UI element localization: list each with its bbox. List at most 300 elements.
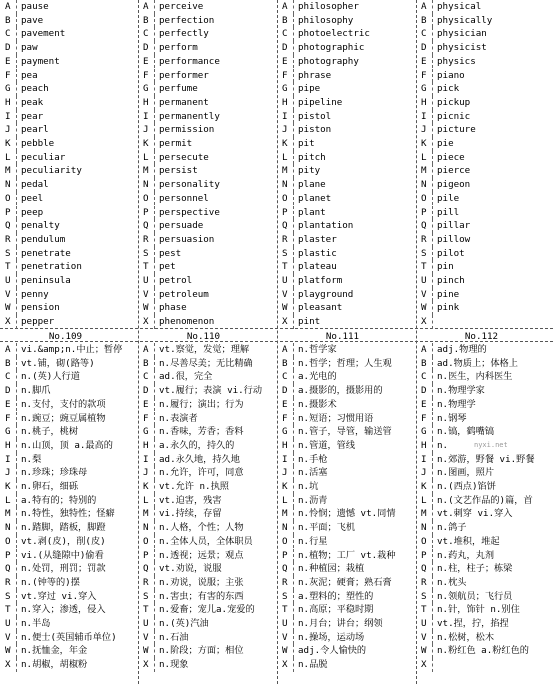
entry-letter: V — [5, 631, 11, 643]
letter-divider — [16, 82, 17, 96]
word-entry — [3, 123, 137, 137]
entry-letter: K — [282, 138, 288, 149]
word-entry — [141, 315, 275, 329]
word-entry — [280, 233, 414, 247]
definition-text: vt.迫害，残害 — [159, 494, 222, 506]
word-text: petrol — [159, 275, 193, 286]
definition-text: n.高原；平稳时期 — [298, 604, 374, 616]
entry-letter: H — [143, 439, 149, 451]
definition-text: n.短语；习惯用语 — [298, 412, 374, 424]
letter-divider — [432, 0, 433, 14]
letter-divider — [293, 480, 294, 494]
word-entry — [280, 219, 414, 233]
word-entry — [141, 247, 275, 261]
entry-letter: H — [421, 439, 427, 451]
word-text: permanently — [159, 110, 220, 122]
definition-text: n.山顶，顶 a.最高的 — [21, 439, 113, 451]
definition-entry — [141, 507, 275, 521]
definition-entry — [141, 521, 275, 535]
entry-letter: F — [282, 412, 288, 424]
definition-text: ad.物质上；体格上 — [437, 357, 518, 369]
entry-letter: T — [421, 604, 427, 616]
definition-entry — [280, 466, 414, 480]
entry-letter: W — [282, 302, 288, 314]
word-text: pavement — [21, 28, 66, 40]
entry-letter: R — [143, 233, 149, 245]
word-text: physician — [437, 28, 487, 40]
definition-entry — [280, 494, 414, 508]
letter-divider — [293, 110, 294, 124]
entry-letter: F — [421, 69, 427, 81]
definition-text: vt.劝说，说服 — [159, 563, 222, 575]
entry-letter: N — [143, 179, 149, 191]
word-text: physically — [437, 14, 493, 26]
letter-divider — [293, 288, 294, 302]
definition-text: n.手枪 — [298, 453, 328, 465]
word-text: pink — [437, 302, 460, 314]
definition-entry — [419, 535, 553, 549]
letter-divider — [432, 370, 433, 384]
letter-divider — [432, 466, 433, 480]
entry-letter: R — [5, 576, 11, 588]
word-entry — [419, 260, 553, 274]
word-entry — [419, 96, 553, 110]
entry-letter: A — [143, 344, 149, 355]
definition-text: n.珍珠；珍珠母 — [21, 467, 88, 479]
letter-divider — [293, 631, 294, 645]
entry-letter: D — [282, 42, 288, 54]
entry-letter: H — [421, 96, 427, 108]
letter-divider — [432, 412, 433, 426]
entry-letter: L — [421, 151, 427, 163]
letter-divider — [16, 384, 17, 398]
entry-letter: X — [421, 316, 427, 328]
letter-divider — [432, 562, 433, 576]
entry-letter: N — [143, 522, 149, 534]
letter-divider — [293, 233, 294, 247]
letter-divider — [16, 164, 17, 178]
letter-divider — [293, 69, 294, 83]
letter-divider — [16, 301, 17, 315]
letter-divider — [432, 384, 433, 398]
letter-divider — [16, 425, 17, 439]
letter-divider — [293, 412, 294, 426]
definition-text: vt.履行；表演 vi.行动 — [159, 385, 263, 397]
entry-letter: S — [143, 590, 149, 602]
entry-letter: S — [5, 590, 11, 602]
letter-divider — [432, 301, 433, 315]
definition-entry — [3, 617, 137, 631]
definition-text: n.透视；远景；观点 — [159, 549, 244, 561]
word-entry — [3, 151, 137, 165]
word-text: pigeon — [437, 179, 471, 191]
definition-text: n.爱畜；宠儿a.宠爱的 — [159, 604, 255, 616]
word-text: personnel — [159, 192, 209, 204]
entry-letter: P — [5, 549, 11, 561]
definition-entry — [280, 658, 414, 672]
definition-column-2 — [141, 343, 275, 672]
letter-divider — [293, 274, 294, 288]
letter-divider — [154, 233, 155, 247]
letter-divider — [154, 549, 155, 563]
definition-text: n.活塞 — [298, 467, 328, 479]
letter-divider — [432, 453, 433, 467]
letter-divider — [154, 590, 155, 604]
letter-divider — [16, 110, 17, 124]
letter-divider — [16, 466, 17, 480]
definition-entry — [3, 507, 137, 521]
word-entry — [3, 288, 137, 302]
entry-letter: F — [143, 412, 149, 424]
letter-divider — [293, 644, 294, 658]
definition-entry — [3, 439, 137, 453]
word-entry — [3, 260, 137, 274]
word-entry — [419, 55, 553, 69]
letter-divider — [432, 96, 433, 110]
word-entry — [3, 206, 137, 220]
definition-text: n.(钟等的)摆 — [21, 576, 80, 588]
entry-letter: C — [143, 28, 149, 40]
letter-divider — [293, 370, 294, 384]
word-entry — [3, 219, 137, 233]
letter-divider — [293, 576, 294, 590]
entry-letter: R — [421, 576, 427, 588]
entry-letter: Q — [143, 220, 149, 232]
entry-letter: E — [282, 398, 288, 410]
letter-divider — [154, 288, 155, 302]
definition-text: n.摄影术 — [298, 398, 337, 410]
definition-text: n.品脱 — [298, 659, 328, 671]
letter-divider — [293, 14, 294, 28]
word-entry — [3, 274, 137, 288]
definition-text: n.枕头 — [437, 576, 467, 588]
word-entry — [3, 69, 137, 83]
definition-entry — [141, 494, 275, 508]
word-entry — [419, 247, 553, 261]
letter-divider — [432, 14, 433, 28]
word-entry — [3, 82, 137, 96]
letter-divider — [432, 480, 433, 494]
definition-text: n.行星 — [298, 535, 328, 547]
entry-letter: C — [421, 371, 427, 383]
entry-letter: T — [143, 604, 149, 616]
entry-letter: P — [421, 206, 427, 218]
word-text: pile — [437, 192, 460, 204]
letter-divider — [293, 137, 294, 151]
word-entry — [3, 301, 137, 315]
word-text: persecute — [159, 151, 209, 163]
entry-letter: U — [5, 618, 11, 629]
entry-letter: G — [421, 426, 427, 438]
definition-entry — [280, 617, 414, 631]
letter-divider — [16, 631, 17, 645]
definition-entry — [280, 576, 414, 590]
word-entry — [280, 178, 414, 192]
definition-text: n.怜悯；遗憾 vt.同情 — [298, 508, 396, 520]
definition-text: n.钢琴 — [437, 412, 467, 424]
entry-letter: G — [282, 83, 288, 95]
entry-letter: L — [143, 151, 149, 163]
definition-text: n.哲学家 — [298, 344, 337, 355]
definition-column-4 — [419, 343, 553, 672]
definition-entry — [280, 398, 414, 412]
letter-divider — [432, 521, 433, 535]
word-text: pity — [298, 165, 321, 177]
entry-letter: J — [5, 467, 11, 479]
letter-divider — [16, 260, 17, 274]
letter-divider — [154, 494, 155, 508]
letter-divider — [154, 425, 155, 439]
definition-entry — [280, 562, 414, 576]
definition-text: n.(西点)馅饼 — [437, 481, 496, 492]
letter-divider — [16, 41, 17, 55]
entry-letter: P — [5, 206, 11, 218]
entry-letter: K — [421, 138, 427, 149]
definition-text: n.操场，运动场 — [298, 631, 365, 643]
entry-letter: P — [282, 549, 288, 561]
definition-text: adj.物理的 — [437, 344, 487, 355]
letter-divider — [16, 0, 17, 14]
word-text: pedal — [21, 179, 49, 191]
letter-divider — [16, 233, 17, 247]
letter-divider — [16, 219, 17, 233]
letter-divider — [432, 590, 433, 604]
entry-letter: B — [282, 357, 288, 369]
word-entry — [280, 151, 414, 165]
entry-letter: L — [5, 151, 11, 163]
definition-entry — [419, 521, 553, 535]
definition-text: n.全体人员，全体职员 — [159, 535, 253, 547]
word-entry — [419, 137, 553, 151]
definition-entry — [419, 507, 553, 521]
word-entry — [141, 14, 275, 28]
word-text: plane — [298, 179, 326, 191]
word-entry — [3, 110, 137, 124]
definition-entry — [280, 343, 414, 357]
word-entry — [280, 274, 414, 288]
word-entry — [280, 301, 414, 315]
word-text: physical — [437, 1, 482, 12]
entry-letter: F — [5, 412, 11, 424]
word-column-4 — [419, 0, 553, 329]
entry-letter: Q — [421, 220, 427, 232]
entry-letter: O — [5, 192, 11, 204]
letter-divider — [293, 521, 294, 535]
word-text: phrase — [298, 69, 332, 81]
letter-divider — [432, 617, 433, 631]
definition-text: n.针，饰针 n.别住 — [437, 604, 520, 616]
word-text: permission — [159, 124, 215, 136]
entry-letter: H — [143, 96, 149, 108]
entry-letter: J — [282, 124, 288, 136]
entry-letter: I — [143, 453, 149, 465]
letter-divider — [432, 137, 433, 151]
entry-letter: W — [5, 645, 11, 657]
letter-divider — [432, 247, 433, 261]
letter-divider — [154, 301, 155, 315]
entry-letter: F — [143, 69, 149, 81]
entry-letter: X — [143, 659, 149, 671]
entry-letter: N — [421, 522, 427, 534]
watermark: nyxi.net — [474, 440, 508, 449]
definition-text: vi.&amp;n.中止；暂停 — [21, 344, 123, 355]
entry-letter: M — [282, 508, 288, 520]
definition-text: n.松树，松木 — [437, 631, 494, 643]
word-text: pest — [159, 247, 182, 259]
word-entry — [419, 315, 553, 329]
letter-divider — [293, 590, 294, 604]
definition-entry — [419, 453, 553, 467]
word-entry — [3, 0, 137, 14]
word-text: pebble — [21, 138, 55, 149]
definition-text: n.梨 — [21, 453, 42, 465]
definition-entry — [141, 535, 275, 549]
entry-letter: E — [421, 398, 427, 410]
definition-entry — [419, 412, 553, 426]
section-number: No.112 — [464, 331, 499, 342]
word-text: photographic — [298, 42, 365, 54]
definition-text: n.半岛 — [21, 618, 51, 629]
word-entry — [141, 206, 275, 220]
definition-text: vt.允许 n.执照 — [159, 481, 229, 492]
definition-text: n.卵石，细砾 — [21, 481, 78, 492]
letter-divider — [154, 644, 155, 658]
definition-column-1 — [3, 343, 137, 672]
word-entry — [141, 260, 275, 274]
entry-letter: E — [5, 398, 11, 410]
definition-text: n.桃子，桃树 — [21, 426, 78, 438]
word-entry — [141, 164, 275, 178]
word-entry — [419, 82, 553, 96]
definition-entry — [419, 644, 553, 658]
letter-divider — [432, 69, 433, 83]
entry-letter: O — [421, 192, 427, 204]
definition-entry — [419, 631, 553, 645]
definition-entry — [3, 644, 137, 658]
entry-letter: E — [421, 55, 427, 67]
word-text: pause — [21, 1, 49, 12]
letter-divider — [154, 164, 155, 178]
definition-entry — [280, 631, 414, 645]
word-entry — [280, 123, 414, 137]
entry-letter: R — [282, 576, 288, 588]
entry-letter: S — [143, 247, 149, 259]
word-text: pave — [21, 14, 44, 26]
entry-letter: G — [5, 83, 11, 95]
entry-letter: M — [421, 508, 427, 520]
definition-text: n.允许，许可，同意 — [159, 467, 244, 479]
word-entry — [280, 55, 414, 69]
word-text: permanent — [159, 96, 209, 108]
entry-letter: G — [143, 83, 149, 95]
definition-text: n.尽善尽美；无比精确 — [159, 357, 253, 369]
letter-divider — [16, 590, 17, 604]
letter-divider — [154, 69, 155, 83]
letter-divider — [154, 178, 155, 192]
letter-divider — [154, 617, 155, 631]
entry-letter: M — [282, 165, 288, 177]
entry-letter: W — [143, 302, 149, 314]
entry-letter: B — [143, 357, 149, 369]
definition-entry — [141, 480, 275, 494]
definition-text: vt.剥(皮)，削(皮) — [21, 535, 106, 547]
definition-text: n.鸽子 — [437, 522, 467, 534]
definition-entry — [141, 658, 275, 672]
letter-divider — [154, 521, 155, 535]
entry-letter: B — [5, 357, 11, 369]
letter-divider — [154, 137, 155, 151]
entry-letter: D — [5, 385, 11, 397]
word-text: plantation — [298, 220, 354, 232]
word-entry — [141, 27, 275, 41]
word-text: petroleum — [159, 288, 209, 300]
definition-entry — [280, 384, 414, 398]
word-entry — [141, 96, 275, 110]
word-text: pension — [21, 302, 60, 314]
word-entry — [419, 301, 553, 315]
letter-divider — [154, 412, 155, 426]
entry-letter: B — [421, 357, 427, 369]
letter-divider — [293, 384, 294, 398]
entry-letter: W — [421, 302, 427, 314]
definition-text: n.郊游，野餐 vi.野餐 — [437, 453, 535, 465]
definition-entry — [141, 590, 275, 604]
entry-letter: M — [5, 508, 11, 520]
entry-letter: T — [5, 261, 11, 273]
word-entry — [280, 315, 414, 329]
entry-letter: Q — [143, 563, 149, 575]
definition-text: n.植物；工厂 vt.栽种 — [298, 549, 396, 561]
definition-text: n.物理学家 — [437, 385, 485, 397]
entry-letter: V — [143, 288, 149, 300]
letter-divider — [293, 123, 294, 137]
entry-letter: N — [282, 522, 288, 534]
definition-entry — [141, 357, 275, 371]
word-entry — [141, 288, 275, 302]
word-entry — [419, 274, 553, 288]
letter-divider — [16, 27, 17, 41]
letter-divider — [432, 219, 433, 233]
word-text: peak — [21, 96, 44, 108]
letter-divider — [432, 494, 433, 508]
letter-divider — [432, 425, 433, 439]
definition-entry — [141, 576, 275, 590]
letter-divider — [432, 260, 433, 274]
letter-divider — [154, 315, 155, 329]
word-entry — [280, 0, 414, 14]
word-entry — [280, 96, 414, 110]
definition-text: n.脚爪 — [21, 385, 51, 397]
definition-text: a.摄影的，摄影用的 — [298, 385, 383, 397]
definition-text: a.塑料的；塑性的 — [298, 590, 374, 602]
letter-divider — [16, 192, 17, 206]
section-number: No.111 — [325, 331, 360, 342]
word-column-2 — [141, 0, 275, 329]
word-text: pie — [437, 138, 454, 149]
definition-entry — [3, 480, 137, 494]
word-entry — [280, 247, 414, 261]
definition-entry — [419, 617, 553, 631]
letter-divider — [16, 151, 17, 165]
letter-divider — [432, 507, 433, 521]
definition-text: n.穿入；渗透，侵入 — [21, 604, 106, 616]
entry-letter: K — [421, 481, 427, 492]
entry-letter: N — [282, 179, 288, 191]
definition-entry — [3, 603, 137, 617]
definition-entry — [141, 466, 275, 480]
word-text: permit — [159, 138, 193, 149]
letter-divider — [432, 631, 433, 645]
